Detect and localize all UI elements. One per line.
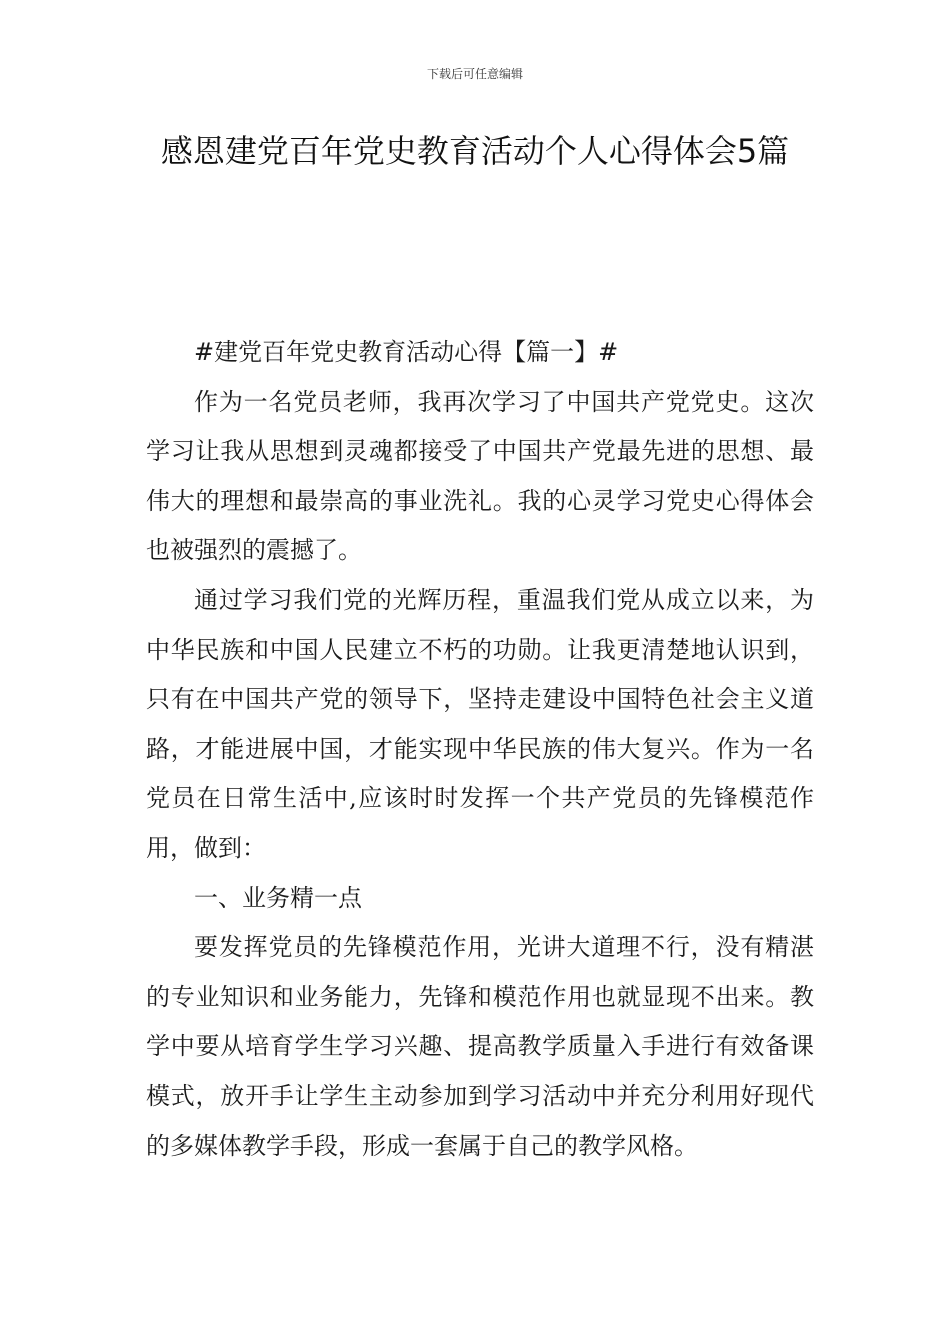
- document-title: 感恩建党百年党史教育活动个人心得体会5篇: [160, 132, 790, 170]
- header-note: 下载后可任意编辑: [426, 67, 523, 81]
- paragraph-3: 要发挥党员的先锋模范作用，光讲大道理不行，没有精湛的专业知识和业务能力，先锋和模范作用也就显现不出来。教学中要从培育学生学习兴趣、提高教学质量入手进行有效备课模式，放开手让学生主动参加到学习活动中并充分利用好现代的多媒体教学手段，形成一套属于自己的教学风格。: [146, 933, 814, 1160]
- section-heading: #建党百年党史教育活动心得【篇一】#: [194, 338, 619, 366]
- paragraph-2: 通过学习我们党的光辉历程，重温我们党从成立以来，为中华民族和中国人民建立不朽的功勋。让我更清楚地认识到，只有在中国共产党的领导下，坚持走建设中国特色社会主义道路，才能进展中国，才能实现中华民族的伟大复兴。作为一名党员在日常生活中,应该时时发挥一个共产党员的先锋模范作用，做到：: [146, 585, 814, 862]
- paragraph-1: 作为一名党员老师，我再次学习了中国共产党党史。这次学习让我从思想到灵魂都接受了中国共产党最先进的思想、最伟大的理想和最崇高的事业洗礼。我的心灵学习党史心得体会也被强烈的震撼了。: [146, 387, 814, 565]
- subheading-1: 一、业务精一点: [194, 883, 362, 912]
- document-body: [146, 328, 814, 1171]
